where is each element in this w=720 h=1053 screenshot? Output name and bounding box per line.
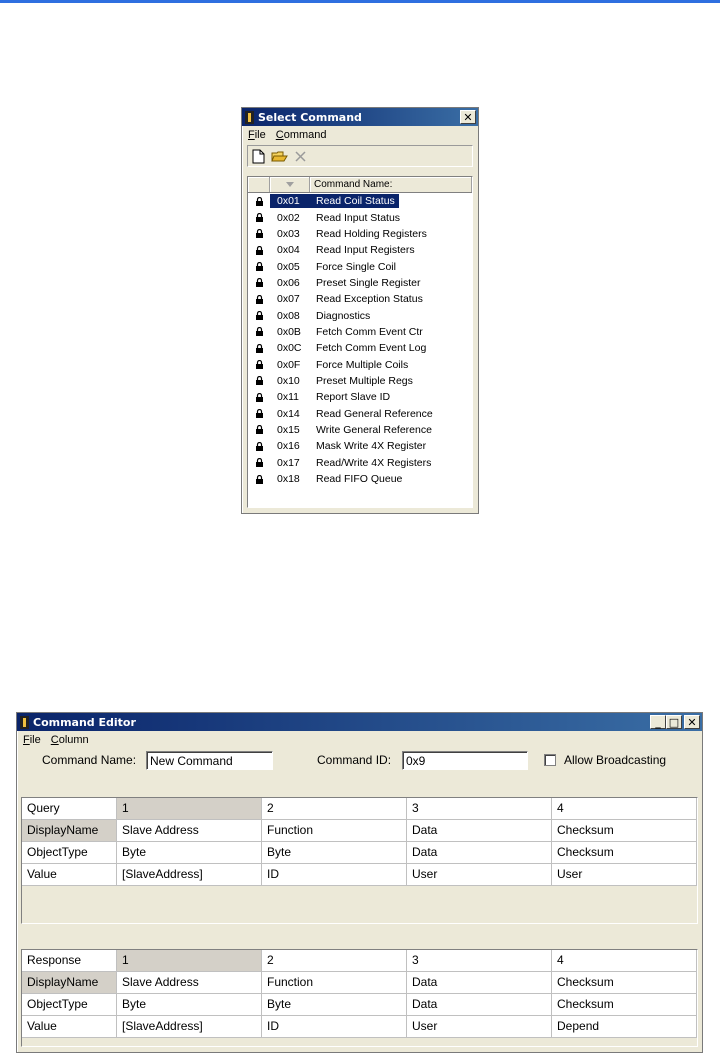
lock-icon (248, 376, 270, 385)
column-header-cell[interactable]: 4 (552, 950, 697, 972)
table-row (22, 864, 697, 886)
list-item[interactable] (248, 209, 472, 225)
table-cell[interactable]: Data (407, 842, 552, 864)
open-icon[interactable] (271, 149, 288, 163)
table-cell[interactable]: [SlaveAddress] (117, 864, 262, 886)
lock-icon (248, 393, 270, 402)
command-name: Fetch Comm Event Ctr (316, 325, 423, 338)
table-cell[interactable]: Data (407, 820, 552, 842)
app-icon (20, 716, 29, 729)
table-cell[interactable]: Function (262, 820, 407, 842)
list-item[interactable] (248, 373, 472, 389)
select-command-titlebar[interactable] (242, 108, 478, 126)
command-name: Read Input Status (316, 211, 401, 224)
table-cell[interactable]: Byte (262, 994, 407, 1016)
lock-icon (248, 458, 270, 467)
menu-column[interactable]: Column (50, 734, 89, 746)
row-header-cell[interactable]: Response (22, 950, 117, 972)
command-name: Read FIFO Queue (316, 473, 403, 486)
command-name: Mask Write 4X Register (316, 440, 427, 453)
command-code: 0x06 (277, 276, 300, 289)
list-item[interactable] (248, 193, 472, 209)
command-name: Force Single Coil (316, 260, 396, 273)
lock-icon (248, 442, 270, 451)
lock-icon (248, 475, 270, 484)
close-icon[interactable]: ✕ (684, 715, 700, 729)
command-code: 0x0F (277, 358, 301, 371)
command-code: 0x14 (277, 407, 300, 420)
command-name: Preset Multiple Regs (316, 374, 413, 387)
column-header-cell[interactable]: 4 (552, 798, 697, 820)
row-header-cell[interactable]: DisplayName (22, 820, 117, 842)
list-item[interactable] (248, 405, 472, 421)
command-code: 0x03 (277, 227, 300, 240)
column-header-cell[interactable]: 2 (262, 950, 407, 972)
table-cell[interactable]: Function (262, 972, 407, 994)
list-item[interactable] (248, 226, 472, 242)
command-editor-menubar (17, 731, 702, 749)
command-name: Read Holding Registers (316, 227, 427, 240)
table-cell[interactable]: ID (262, 1016, 407, 1038)
header-command-name[interactable]: Command Name: (310, 177, 472, 192)
table-cell[interactable]: Byte (117, 994, 262, 1016)
command-list-header (248, 177, 472, 193)
command-code: 0x10 (277, 374, 300, 387)
lock-icon (248, 295, 270, 304)
list-item[interactable] (248, 307, 472, 323)
table-cell[interactable]: Byte (117, 842, 262, 864)
select-command-title: Select Command (258, 110, 362, 124)
lock-icon (248, 229, 270, 238)
lock-icon (248, 425, 270, 434)
minimize-icon[interactable]: _ (650, 715, 666, 729)
lock-icon (248, 213, 270, 222)
select-command-window (241, 107, 479, 514)
row-header-cell[interactable]: ObjectType (22, 994, 117, 1016)
table-cell[interactable]: [SlaveAddress] (117, 1016, 262, 1038)
table-cell[interactable]: Checksum (552, 842, 697, 864)
select-command-toolbar (247, 145, 473, 167)
table-row (22, 1016, 697, 1038)
response-grid[interactable] (21, 949, 698, 1047)
lock-icon (248, 311, 270, 320)
list-item[interactable] (248, 258, 472, 274)
command-name: Report Slave ID (316, 391, 391, 404)
command-name: Read/Write 4X Registers (316, 456, 432, 469)
lock-icon (248, 360, 270, 369)
lock-icon (248, 327, 270, 336)
lock-icon (248, 409, 270, 418)
table-cell[interactable]: Depend (552, 1016, 697, 1038)
table-row (22, 994, 697, 1016)
menu-command[interactable]: Command (275, 129, 327, 141)
list-item[interactable] (248, 324, 472, 340)
select-command-menubar (242, 126, 478, 144)
command-form-row (17, 749, 702, 771)
lock-icon (248, 262, 270, 271)
list-item[interactable] (248, 455, 472, 471)
allow-broadcasting-checkbox[interactable] (544, 754, 556, 766)
table-cell[interactable]: Slave Address (117, 820, 262, 842)
command-name: Force Multiple Coils (316, 358, 409, 371)
top-accent-line (0, 0, 720, 3)
maximize-icon[interactable]: □ (666, 715, 682, 729)
command-code: 0x16 (277, 440, 300, 453)
command-code: 0x01 (270, 194, 310, 208)
list-item[interactable] (248, 389, 472, 405)
list-item[interactable] (248, 438, 472, 454)
row-header-cell[interactable]: Value (22, 1016, 117, 1038)
table-cell[interactable]: User (407, 864, 552, 886)
table-row (22, 972, 697, 994)
table-cell[interactable]: User (552, 864, 697, 886)
row-header-cell[interactable]: ObjectType (22, 842, 117, 864)
command-rows (248, 193, 472, 487)
command-code: 0x08 (277, 309, 300, 322)
table-cell[interactable]: ID (262, 864, 407, 886)
command-code: 0x17 (277, 456, 300, 469)
command-id-label: Command ID: (317, 753, 392, 767)
command-id-field[interactable]: 0x9 (402, 751, 528, 770)
command-editor-window (16, 712, 703, 1053)
table-cell[interactable]: Data (407, 972, 552, 994)
lock-icon (248, 344, 270, 353)
list-item[interactable] (248, 291, 472, 307)
command-name: Preset Single Register (316, 276, 421, 289)
command-editor-titlebar[interactable] (17, 713, 702, 731)
command-name: Read Coil Status (310, 194, 399, 208)
column-header-cell[interactable]: 1 (117, 798, 262, 820)
table-cell[interactable]: Byte (262, 842, 407, 864)
table-row (22, 950, 697, 972)
menu-file[interactable]: File (248, 129, 266, 141)
row-header-cell[interactable]: Value (22, 864, 117, 886)
command-code: 0x07 (277, 293, 300, 306)
command-list[interactable] (247, 176, 473, 508)
command-name: Read Exception Status (316, 293, 423, 306)
table-row (22, 798, 697, 820)
table-cell[interactable]: Checksum (552, 994, 697, 1016)
list-item[interactable] (248, 242, 472, 258)
list-item[interactable] (248, 275, 472, 291)
table-cell[interactable]: Checksum (552, 972, 697, 994)
table-cell[interactable]: Slave Address (117, 972, 262, 994)
command-code: 0x04 (277, 244, 300, 257)
list-item[interactable] (248, 471, 472, 487)
column-header-cell[interactable]: 1 (117, 950, 262, 972)
command-code: 0x11 (277, 391, 299, 404)
command-code: 0x0B (277, 325, 301, 338)
new-icon[interactable] (252, 149, 265, 164)
list-item[interactable] (248, 422, 472, 438)
row-header-cell[interactable]: Query (22, 798, 117, 820)
list-item[interactable] (248, 356, 472, 372)
command-code: 0x0C (277, 342, 302, 355)
header-lock-column[interactable] (248, 177, 270, 192)
table-row (22, 842, 697, 864)
sort-arrow-icon (286, 182, 294, 187)
command-code: 0x02 (277, 211, 300, 224)
table-cell[interactable]: User (407, 1016, 552, 1038)
column-header-cell[interactable]: 3 (407, 950, 552, 972)
list-item[interactable] (248, 340, 472, 356)
command-name: Diagnostics (316, 309, 371, 322)
command-code: 0x15 (277, 423, 300, 436)
header-code-column[interactable] (270, 177, 310, 192)
table-cell[interactable]: Data (407, 994, 552, 1016)
command-name: Read General Reference (316, 407, 433, 420)
lock-icon (248, 197, 270, 206)
command-code: 0x18 (277, 473, 300, 486)
column-header-cell[interactable]: 2 (262, 798, 407, 820)
table-cell[interactable]: Checksum (552, 820, 697, 842)
column-header-cell[interactable]: 3 (407, 798, 552, 820)
command-name-field[interactable]: New Command (146, 751, 273, 770)
delete-icon[interactable] (294, 150, 307, 163)
lock-icon (248, 246, 270, 255)
allow-broadcasting-label[interactable]: Allow Broadcasting (564, 753, 667, 767)
query-grid[interactable] (21, 797, 698, 924)
close-icon[interactable]: ✕ (460, 110, 476, 124)
command-name: Fetch Comm Event Log (316, 342, 427, 355)
command-name-label: Command Name: (42, 753, 137, 767)
command-name: Read Input Registers (316, 244, 415, 257)
command-editor-title: Command Editor (33, 715, 136, 729)
menu-file[interactable]: File (23, 734, 41, 746)
row-header-cell[interactable]: DisplayName (22, 972, 117, 994)
app-icon (245, 111, 254, 124)
table-row (22, 820, 697, 842)
command-code: 0x05 (277, 260, 300, 273)
command-name: Write General Reference (316, 423, 432, 436)
lock-icon (248, 278, 270, 287)
